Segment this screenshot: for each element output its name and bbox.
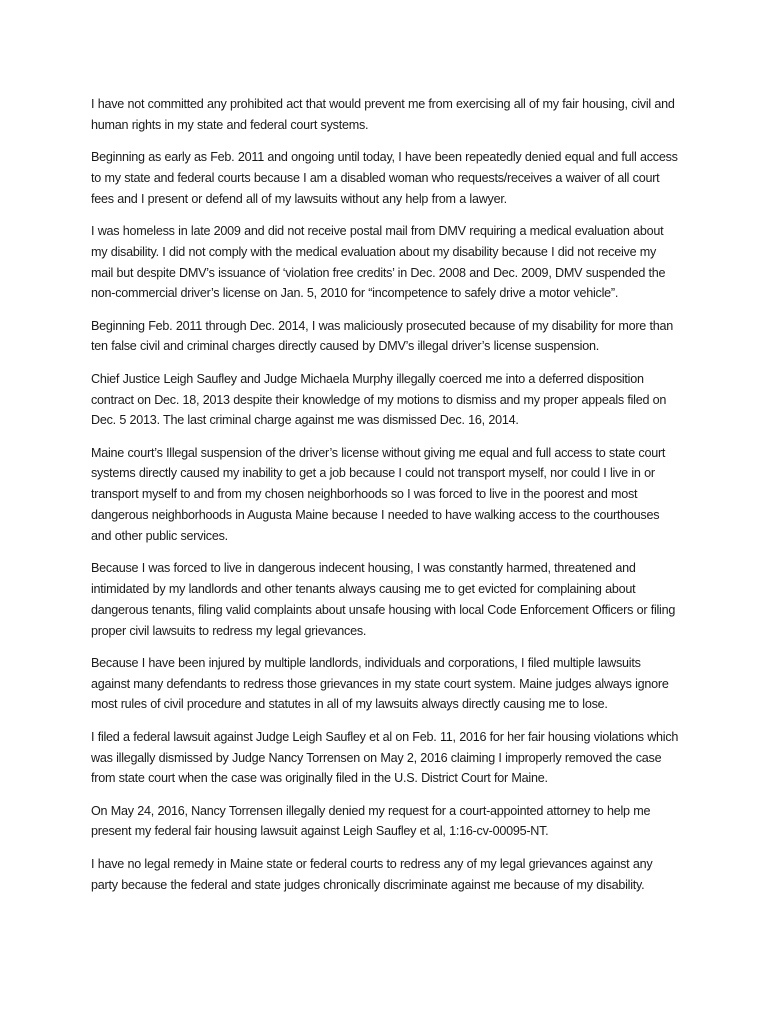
paragraph-6: Maine court’s Illegal suspension of the driver’s license without giving me equal and full access to state court systems directly caused my inability to get a job because I could not transport myself, nor could I live in or transport myself to and from my chosen neighborhoods so I was forced to live in the poorest and most dangerous neighborhoods in Augusta Maine because I needed to have walking access to the courthouses and other public services. [91, 445, 666, 543]
paragraph-5: Chief Justice Leigh Saufley and Judge Michaela Murphy illegally coerced me into a deferred disposition contract on Dec. 18, 2013 despite their knowledge of my motions to dismiss and my proper appeals filed on Dec. 5 2013. The last criminal charge against me was dismissed Dec. 16, 2014. [91, 371, 667, 428]
paragraph-10: On May 24, 2016, Nancy Torrensen illegally denied my request for a court-appointed attorney to help me present my federal fair housing lawsuit against Leigh Saufley et al, 1:16-cv-00095-NT. [91, 803, 651, 839]
paragraph-2: Beginning as early as Feb. 2011 and ongoing until today, I have been repeatedly denied equal and full access to my state and federal courts because I am a disabled woman who requests/receives a waiver of all court fees and I present or defend all of my lawsuits without any help from a lawyer. [91, 150, 678, 206]
paragraph-1: I have not committed any prohibited act that would prevent me from exercising all of my fair housing, civil and human rights in my state and federal court systems. [91, 97, 675, 132]
paragraph-9: I filed a federal lawsuit against Judge Leigh Saufley et al on Feb. 11, 2016 for her fair housing violations which was illegally dismissed by Judge Nancy Torrensen on May 2, 2016 claiming I improperly removed the case from state court when the case was originally filed in the U.S. District Court for Maine. [91, 729, 679, 786]
paragraph-8: Because I have been injured by multiple landlords, individuals and corporations, I filed multiple lawsuits against many defendants to redress those grievances in my state court system. Maine judges always ignore most rules of civil procedure and statutes in all of my lawsuits always directly causing me to lose. [91, 655, 669, 712]
paragraph-11: I have no legal remedy in Maine state or federal courts to redress any of my legal grievances against any party because the federal and state judges chronically discriminate against me because of my disability. [91, 856, 653, 892]
paragraph-3: I was homeless in late 2009 and did not receive postal mail from DMV requiring a medical evaluation about my disability. I did not comply with the medical evaluation about my disability because I did not receive my mail but despite DMV’s issuance of ‘violation free credits’ in Dec. 2008 and Dec. 2009, DMV suspended the non-commercial driver’s license on Jan. 5, 2010 for “incompetence to safely drive a motor vehicle”. [91, 223, 666, 301]
document-body [91, 94, 681, 907]
paragraph-7: Because I was forced to live in dangerous indecent housing, I was constantly harmed, threatened and intimidated by my landlords and other tenants always causing me to get evicted for complaining about dangerous tenants, filing valid complaints about unsafe housing with local Code Enforcement Officers or filing proper civil lawsuits to redress my legal grievances. [91, 561, 676, 638]
paragraph-4: Beginning Feb. 2011 through Dec. 2014, I was maliciously prosecuted because of my disability for more than ten false civil and criminal charges directly caused by DMV’s illegal driver’s license suspension. [91, 318, 673, 354]
